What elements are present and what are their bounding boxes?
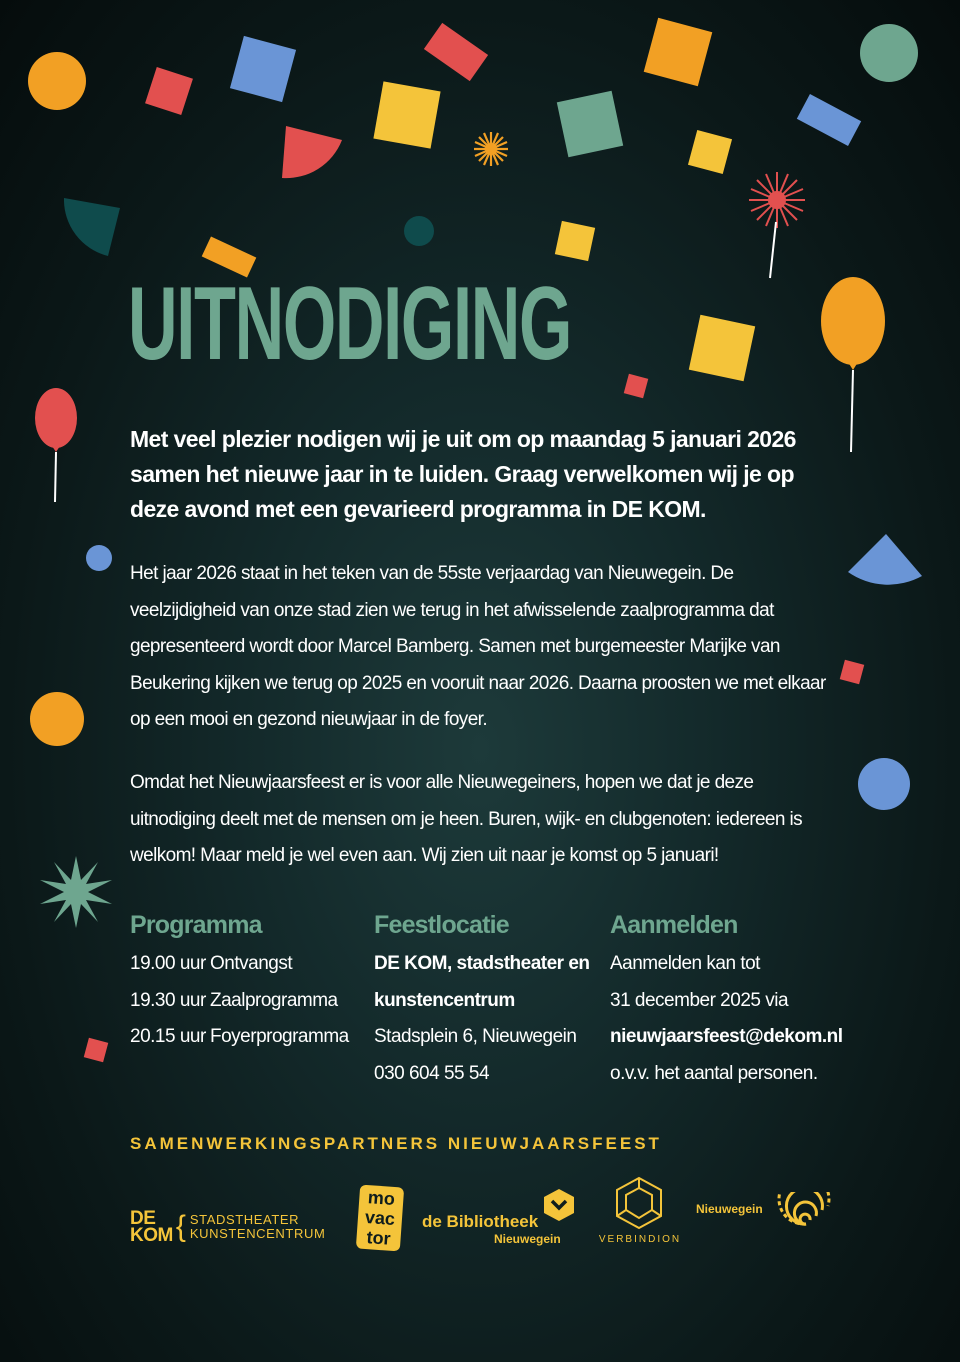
nieuwegein-name: Nieuwegein: [696, 1202, 763, 1216]
bibliotheek-logo: [422, 1188, 578, 1248]
nieuwegein-swirl-icon: [776, 1192, 832, 1254]
verbindion-name: VERBINDION: [598, 1234, 682, 1245]
orange-square-confetti: [644, 18, 713, 87]
programma-label: Ontvangst: [210, 953, 293, 974]
teal-circle-confetti: [860, 24, 918, 82]
blue-square-confetti: [230, 36, 296, 102]
red-sparkler-icon: [746, 170, 808, 282]
programma-time: 19.30 uur: [130, 989, 206, 1011]
red-square-confetti: [145, 67, 193, 115]
programma-label: Zaalprogramma: [210, 989, 338, 1011]
yellow-square-confetti: [689, 315, 755, 381]
aanmelden-section: [610, 908, 843, 1092]
programma-label: Foyerprogramma: [210, 1026, 349, 1047]
programma-time: 20.15 uur: [130, 1026, 206, 1047]
venue-name-line-1: DE KOM, stadstheater en: [374, 953, 590, 974]
intro-text: Met veel plezier nodigen wij je uit om op maandag 5 januari 2026 samen het nieuwe jaar in te luiden. Graag verwelkomen wij je op deze avond met een gevarieerd programma in DE KOM.: [130, 426, 796, 522]
teal-starburst-icon: [40, 856, 112, 928]
bibliotheek-name: de Bibliotheek: [422, 1212, 539, 1231]
programma-item: [130, 1019, 349, 1056]
page-title: UITNODIGING: [128, 266, 572, 382]
programma-heading: Programma: [130, 911, 262, 939]
nieuwegein-logo: [696, 1192, 836, 1256]
aanmelden-line-1: Aanmelden kan tot: [610, 953, 760, 974]
programma-item: [130, 983, 349, 1020]
orange-circle-confetti: [30, 692, 84, 746]
venue-address: Stadsplein 6, Nieuwegein: [374, 1026, 577, 1047]
red-balloon-icon: [32, 386, 80, 506]
dark-teal-circle-confetti: [404, 216, 434, 246]
feestlocatie-heading: Feestlocatie: [374, 911, 509, 939]
movactor-line-3: tor: [365, 1227, 392, 1249]
dekom-mark-line-2: KOM: [130, 1225, 173, 1246]
bibliotheek-mark-icon: [542, 1188, 576, 1222]
yellow-small-square-confetti: [555, 221, 595, 261]
dekom-logo: DE KOM { STADSTHEATER KUNSTENCENTRUM: [130, 1208, 326, 1246]
aanmelden-heading: Aanmelden: [610, 911, 738, 939]
dekom-text-line-1: STADSTHEATER: [189, 1212, 300, 1227]
orange-circle-confetti: [28, 52, 86, 110]
venue-phone: 030 604 55 54: [374, 1062, 490, 1084]
blue-quarter-circle-confetti: [844, 530, 924, 592]
verbindion-logo: [598, 1176, 682, 1248]
blue-circle-confetti: [858, 758, 910, 810]
red-quarter-circle-confetti: [280, 126, 346, 184]
feestlocatie-section: [374, 908, 590, 1092]
programma-time: 19.00 uur: [130, 953, 206, 974]
partners-heading: SAMENWERKINGSPARTNERS NIEUWJAARSFEEST: [130, 1134, 662, 1153]
red-rect-confetti: [424, 23, 488, 81]
teal-square-confetti: [557, 91, 623, 157]
red-small-square-confetti: [624, 374, 648, 398]
yellow-square-confetti: [373, 81, 440, 148]
bibliotheek-city: Nieuwegein: [494, 1232, 561, 1246]
programma-item: [130, 946, 349, 983]
movactor-line-1: mo: [367, 1187, 396, 1209]
venue-name-line-2: kunstencentrum: [374, 989, 515, 1011]
aanmelden-line-4: o.v.v. het aantal personen.: [610, 1062, 818, 1084]
programma-section: [130, 908, 349, 1056]
blue-small-circle-confetti: [86, 545, 112, 571]
body-paragraph-1: Het jaar 2026 staat in het teken van de 55ste verjaardag van Nieuwegein. De veelzijdigheid van onze stad zien we terug in het afwisselende zaalprogramma dat gepresenteerd wordt door Marcel Bamberg. Samen met burgemeester Marijke van Beukering kijken we terug op 2025 en vooruit naar 2026. Daarna proosten we met elkaar op een mooi en gezond nieuwjaar in de foyer.: [130, 563, 826, 730]
red-small-square-confetti: [84, 1038, 108, 1062]
yellow-small-square-confetti: [688, 130, 732, 174]
dark-teal-quarter-circle-confetti: [64, 194, 122, 260]
aanmelden-email-link[interactable]: nieuwjaarsfeest@dekom.nl: [610, 1026, 843, 1047]
dekom-mark-line-1: DE: [130, 1208, 156, 1229]
orange-starburst-icon: [472, 130, 510, 168]
cube-icon: [614, 1176, 664, 1230]
blue-rect-confetti: [797, 94, 861, 146]
movactor-logo: [356, 1185, 404, 1252]
aanmelden-line-2: 31 december 2025 via: [610, 989, 789, 1011]
body-paragraph-2: Omdat het Nieuwjaarsfeest er is voor alle Nieuwegeiners, hopen we dat je deze uitnodiging deelt met de mensen om je heen. Buren, wijk- en clubgenoten: iedereen is welkom! Maar meld je wel even aan. Wij zien uit naar je komst op 5 januari!: [130, 772, 803, 866]
red-small-square-confetti: [840, 660, 864, 684]
dekom-text-line-2: KUNSTENCENTRUM: [189, 1226, 326, 1241]
movactor-line-2: vac: [364, 1206, 396, 1230]
